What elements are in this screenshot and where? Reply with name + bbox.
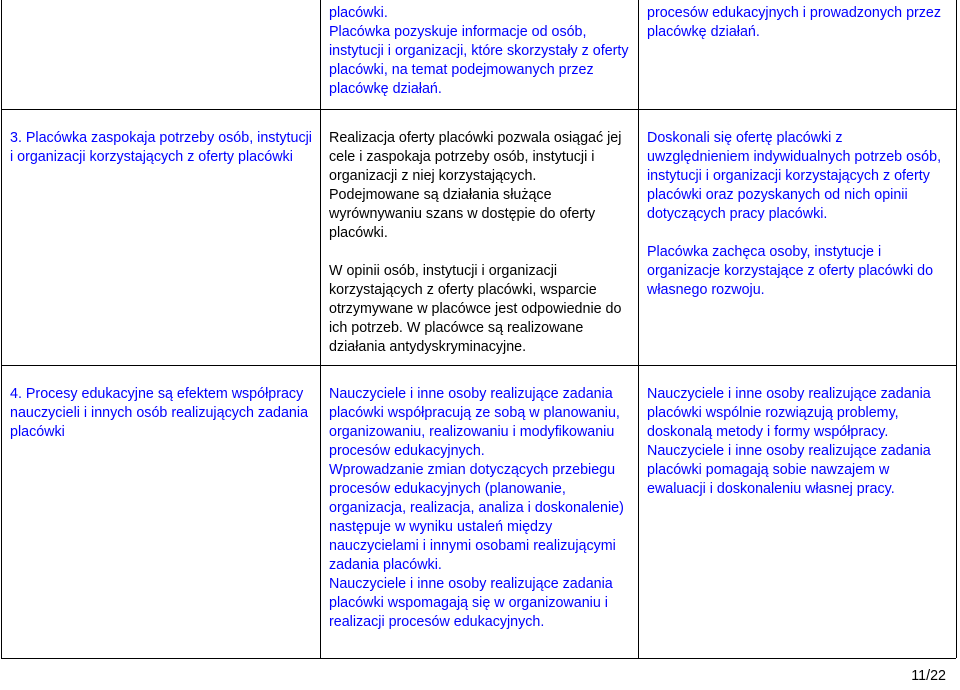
row3-col3-cell [647, 385, 947, 499]
row2-col3-text: Placówka zachęca osoby, instytucje i organizacje korzystające z oferty placówki do własnego rozwoju. [647, 244, 934, 298]
row2-standard-cell [10, 129, 312, 167]
row1-col1-text: Placówka pozyskuje informacje od osób, instytucji i organizacji, które skorzystały z oferty placówki, na temat podejmowanych przez placówkę działań. [329, 24, 629, 97]
table-border-right [956, 0, 957, 658]
row3-col2-text: Nauczyciele i inne osoby realizujące zadania placówki wspomagają się w organizowaniu i realizacji procesów edukacyjnych. [329, 576, 613, 630]
page-number: 11/22 [911, 668, 946, 684]
row3-col2-text: Nauczyciele i inne osoby realizujące zadania placówki współpracują ze sobą w planowaniu, organizowaniu, realizowaniu i modyfikowaniu procesów edukacyjnych. [329, 386, 620, 459]
row2-col2-text: W opinii osób, instytucji i organizacji korzystających z oferty placówki, wsparcie otrzymywane w placówce jest odpowiednie do ich potrzeb. W placówce są realizowane działania antydyskryminacyjne. [329, 263, 622, 355]
row2-col2-cell [329, 129, 629, 357]
table-border-bottom [1, 658, 956, 659]
row2-col3-cell [647, 129, 947, 300]
row2-col3-text: Doskonali się ofertę placówki z uwzględnieniem indywidualnych potrzeb osób, instytucji i organizacji korzystających z oferty placówki oraz pozyskanych od nich opinii dotyczących pracy placówki. [647, 130, 942, 222]
table-border-left [1, 0, 2, 658]
table-column-divider-2 [638, 0, 639, 658]
table-row-divider-2 [1, 365, 956, 366]
row1-col1-cell [329, 4, 629, 99]
row3-col2-text: Wprowadzanie zmian dotyczących przebiegu procesów edukacyjnych (planowanie, organizacja, realizacja, analiza i doskonalenie) następuje w wyniku ustaleń między nauczycielami i innymi osobami realizującymi zadania placówki. [329, 462, 624, 573]
table-row-divider-1 [1, 109, 956, 110]
row1-col3-text: procesów edukacyjnych i prowadzonych przez placówkę działań. [647, 5, 942, 40]
row1-col3-cell [647, 4, 947, 42]
row2-col2-text: Podejmowane są działania służące wyrównywaniu szans w dostępie do oferty placówki. [329, 187, 596, 241]
row2-col2-text: Realizacja oferty placówki pozwala osiągać jej cele i zaspokaja potrzeby osób, instytucji i organizacji z niej korzystających. [329, 130, 622, 184]
table-column-divider-1 [320, 0, 321, 658]
row2-standard-text: 3. Placówka zaspokaja potrzeby osób, instytucji i organizacji korzystających z oferty placówki [10, 130, 312, 165]
row1-col1-text: placówki. [329, 5, 388, 21]
row3-standard-cell [10, 385, 312, 442]
row3-standard-text: 4. Procesy edukacyjne są efektem współpracy nauczycieli i innych osób realizujących zadania placówki [10, 386, 309, 440]
row3-col3-text: Nauczyciele i inne osoby realizujące zadania placówki pomagają sobie nawzajem w ewaluacji i doskonaleniu własnej pracy. [647, 443, 931, 497]
row3-col2-cell [329, 385, 629, 632]
row3-col3-text: Nauczyciele i inne osoby realizujące zadania placówki wspólnie rozwiązują problemy, doskonalą metody i formy współpracy. [647, 386, 931, 440]
